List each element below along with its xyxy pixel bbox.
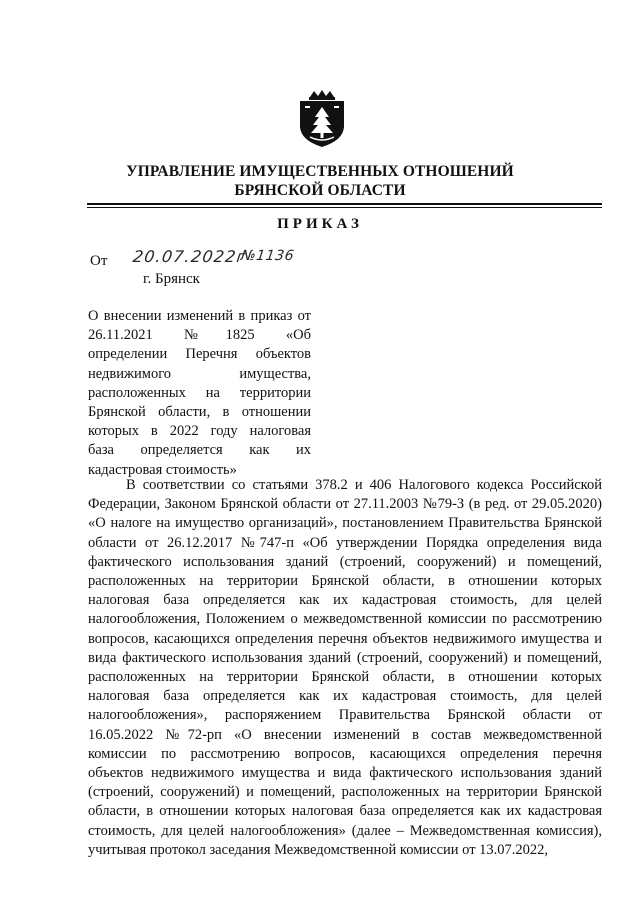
order-subject	[88, 307, 311, 480]
body-line: фактического использования зданий (строений, сооружений) и помещений,	[88, 553, 602, 570]
body-line: налоговая база определяется как их кадастровая стоимость, для целей	[88, 688, 602, 705]
body-line: комиссии по рассмотрению вопросов, касающихся определения перечня	[88, 745, 602, 762]
subject-line: О внесении изменений в приказ от	[88, 308, 311, 324]
date-label: От	[90, 253, 108, 269]
subject-line: база определяется как их	[88, 442, 311, 459]
body-line: (строений, сооружений) и помещений, расположенных на территории Брянской	[88, 784, 602, 801]
body-line: учитывая протокол заседания Межведомственной комиссии от 13.07.2022,	[88, 841, 549, 858]
body-line: области, в отношении которых налоговая база определяется как их кадастровая	[88, 803, 602, 820]
body-line: Федерации, Законом Брянской области от 27.11.2003 №79-З (в ред. от 29.05.2020)	[88, 496, 602, 513]
organization-name-line2: БРЯНСКОЙ ОБЛАСТИ	[234, 182, 406, 199]
body-line: налогообложения», распоряжением Правительства Брянской области от	[88, 707, 602, 724]
subject-line: Брянской области, в отношении	[88, 404, 311, 421]
body-line: 16.05.2022 №72-рп «О внесении изменений в состав межведомственной	[88, 726, 602, 743]
body-line: вопросов, касающихся определения перечня объектов недвижимого имущества и	[88, 630, 602, 647]
handwritten-date: 20.07.2022г	[131, 247, 248, 266]
subject-line: определении Перечня объектов	[88, 346, 311, 363]
body-line: вида фактического использования зданий (строений, сооружений) и помещений,	[88, 649, 602, 666]
header-divider-thick	[87, 203, 602, 205]
body-line: налогообложения, Положением о межведомственной комиссии по рассмотрению	[88, 611, 602, 628]
body-line: области от 26.12.2017 №747-п «Об утверждении Порядка определения вида	[88, 534, 602, 551]
city: г. Брянск	[143, 271, 200, 287]
subject-line: кадастровая стоимость»	[88, 461, 237, 478]
body-line: объектов недвижимого имущества и вида фактического использования зданий	[88, 765, 602, 782]
subject-line: 26.11.2021 №1825 «Об	[88, 327, 311, 344]
body-line: расположенных на территории Брянской области, в отношении которых	[88, 573, 602, 590]
body-line: В соответствии со статьями 378.2 и 406 Налогового кодекса Российской	[126, 477, 602, 493]
organization-name-line1: УПРАВЛЕНИЕ ИМУЩЕСТВЕННЫХ ОТНОШЕНИЙ	[126, 163, 514, 180]
header-divider-thin	[87, 207, 602, 208]
body-line: «О налоге на имущество организаций», постановлением Правительства Брянской	[88, 515, 602, 532]
coat-of-arms-icon	[296, 90, 348, 148]
subject-line: расположенных на территории	[88, 384, 311, 401]
handwritten-number: №1136	[239, 248, 296, 264]
body-line: расположенных на территории Брянской области, в отношении которых	[88, 669, 602, 686]
subject-line: которых в 2022 году налоговая	[88, 423, 311, 440]
body-line: налоговая база определяется как их кадастровая стоимость, для целей	[88, 592, 602, 609]
order-body	[88, 476, 602, 860]
body-line: стоимость, для целей налогообложения» (далее – Межведомственная комиссия),	[88, 822, 602, 839]
subject-line: недвижимого имущества,	[88, 365, 311, 382]
document-title: ПРИКАЗ	[277, 216, 363, 232]
